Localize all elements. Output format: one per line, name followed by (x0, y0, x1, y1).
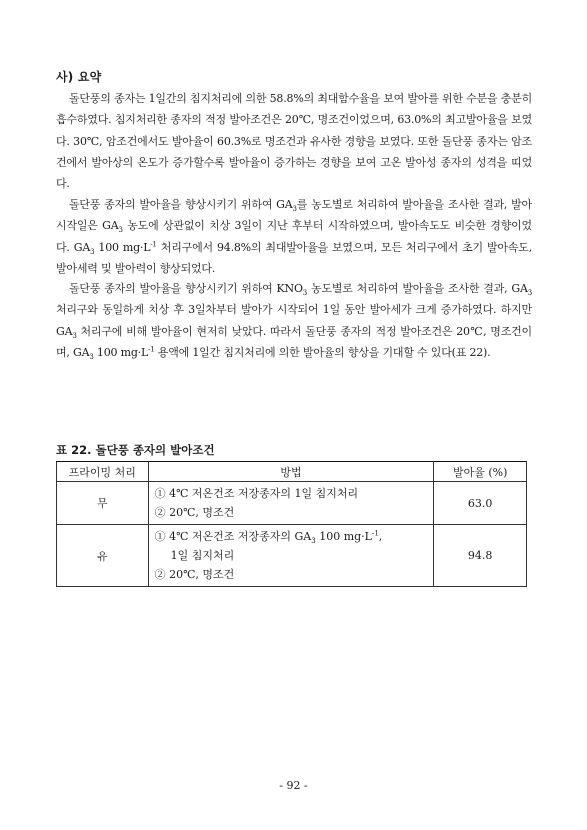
paragraph-text: 농도에 상관없이 치상 3일이 지난 후부터 시작하였으며, 발아속도도 비슷한 경향이었다. GA (56, 219, 532, 254)
cell-rate: 63.0 (434, 482, 527, 525)
section-heading: 사) 요약 (56, 70, 102, 84)
paragraph-text: 용액에 1일간 침지처리에 의한 발아율의 향상을 기대할 수 있다(표 22). (154, 345, 491, 359)
summary-paragraph-1 (56, 88, 532, 194)
paragraph-text: 농도별로 처리하여 발아율을 조사한 결과, GA (307, 282, 528, 295)
header-method: 방법 (148, 462, 434, 482)
method-step-2: ② 20℃, 명조건 (154, 568, 235, 581)
method-text: , (378, 530, 383, 543)
table-header-row (57, 462, 527, 482)
cell-priming: 유 (57, 525, 149, 587)
page-number: - 92 - (279, 779, 308, 792)
paragraph-text: 처리구에 비해 발아율이 현저히 낮았다. 따라서 돌단풍 종자의 적정 발아조건은 20℃, 명조건이며, GA (56, 324, 532, 359)
header-priming: 프라이밍 처리 (57, 462, 149, 482)
superscript: -1 (371, 529, 379, 538)
cell-priming: 무 (57, 482, 149, 525)
paragraph-text: 를 농도별로 처리하여 발아율을 조사한 결과, 발아 시작일은 GA (56, 198, 532, 233)
header-rate: 발아율 (%) (434, 462, 527, 482)
paragraph-text: 처리구와 동일하게 치상 후 3일차부터 발아가 시작되어 1일 동안 발아세가 크게 증가하였다. 하지만 GA (56, 303, 532, 338)
paragraph-text: 돌단풍 종자의 발아율을 향상시키기 위하여 GA (69, 198, 293, 211)
superscript: -1 (148, 345, 155, 354)
subscript: 3 (90, 247, 95, 256)
table-caption: 표 22. 돌단풍 종자의 발아조건 (56, 443, 215, 457)
subscript: 3 (302, 289, 308, 298)
method-step-1-continued: 1일 침지처리 (170, 549, 235, 562)
table-row (57, 525, 527, 587)
subscript: 3 (292, 205, 297, 214)
method-text: 100 mg·L (315, 530, 372, 543)
subscript: 3 (89, 353, 94, 362)
paragraph-text: 돌단풍의 종자는 1일간의 침지처리에 의한 58.8%의 최대함수율을 보여 발아를 위한 수분을 충분히 흡수하였다. 침지처리한 종자의 적정 발아조건은 20℃, 명조건이었으며, 63.0%의 최고발아율을 보였다. 30℃, 암조건에서도 발아율이 60.3%로 명조건과 유사한 경향을 보였다. 또한 돌단풍 종자는 암조건에서 발아상의 온도가 증가할수록 발아율이 증가하는 경향을 보여 고온 발아성 종자의 성격을 띠었다. (56, 92, 532, 191)
cell-method (148, 482, 434, 525)
subscript: 3 (72, 331, 77, 340)
cell-method (148, 525, 434, 587)
subscript: 3 (118, 226, 123, 235)
superscript: -1 (150, 239, 157, 248)
method-text: ① 4℃ 저온건조 저장종자의 GA (154, 530, 312, 543)
cell-rate: 94.8 (434, 525, 527, 587)
paragraph-text: 처리구에서 94.8%의 최대발아율을 보였으며, 모든 처리구에서 초기 발아속도, 발아세력 및 발아력이 향상되었다. (56, 240, 533, 275)
summary-paragraph-3 (56, 278, 532, 363)
method-step-1 (155, 527, 428, 546)
subscript: 3 (311, 537, 316, 546)
table-row (57, 482, 527, 525)
subscript: 3 (527, 289, 532, 298)
paragraph-text: 100 mg·L (94, 240, 151, 254)
method-step-1: ① 4℃ 저온건조 저장종자의 1일 침지처리 (154, 487, 359, 500)
method-step-2: ② 20℃, 명조건 (154, 506, 235, 519)
summary-paragraph-2 (56, 194, 532, 279)
paragraph-text: 100 mg·L (93, 345, 149, 359)
germination-table (56, 461, 527, 587)
paragraph-text: 돌단풍 종자의 발아율을 향상시키기 위하여 KNO (69, 282, 303, 295)
